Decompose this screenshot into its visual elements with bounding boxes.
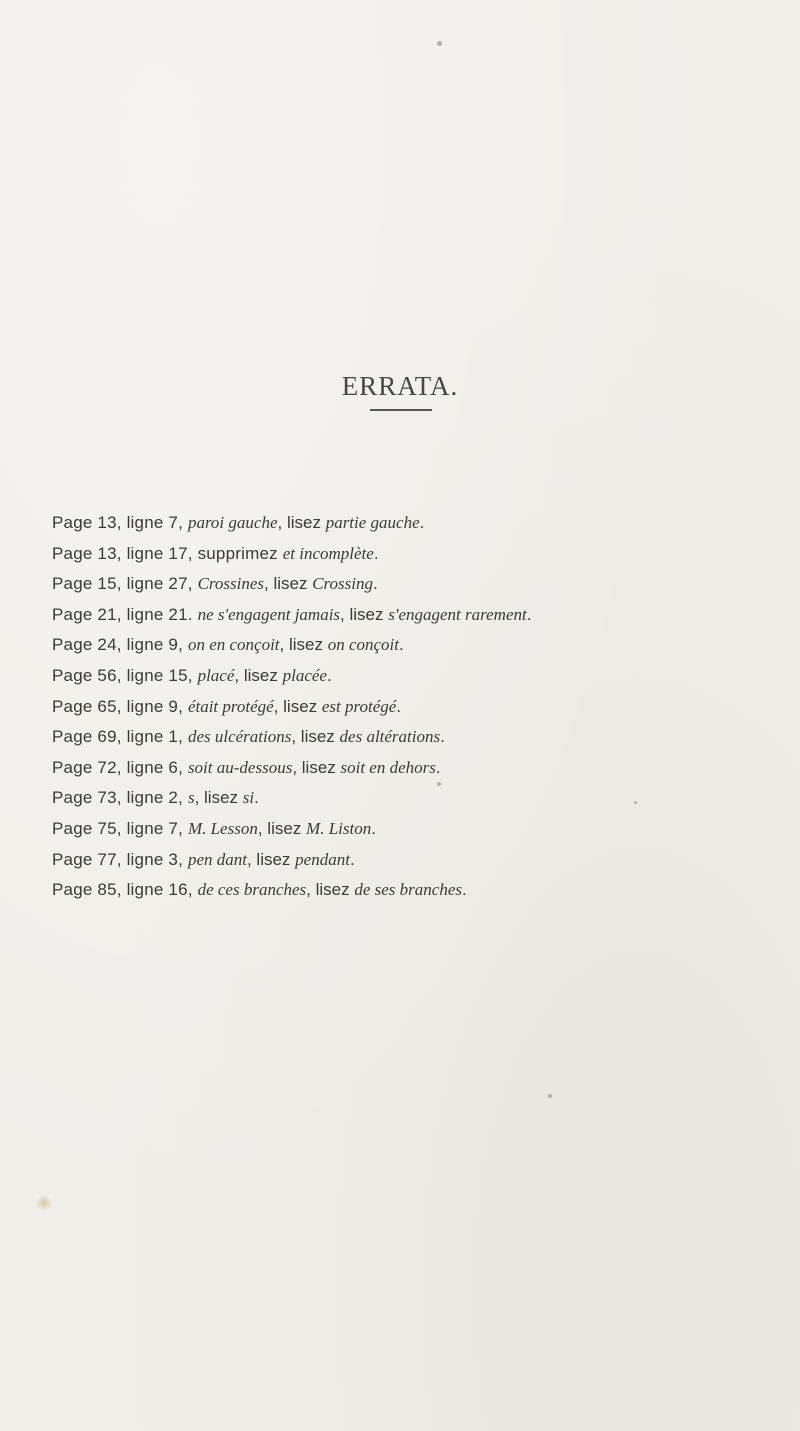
- errata-lisez: , lisez: [264, 574, 313, 594]
- errata-wrong-text: soit au-dessous: [187, 757, 293, 777]
- errata-correct-text: s'engagent rarement: [388, 604, 527, 624]
- errata-end-punctuation: .: [396, 696, 402, 716]
- errata-reference: Page 77, ligne 3,: [52, 849, 188, 869]
- errata-wrong-text: de ces branches: [197, 880, 307, 900]
- errata-correct-text: si: [242, 788, 255, 808]
- errata-end-punctuation: .: [373, 574, 378, 594]
- errata-wrong-text: des ulcérations: [187, 727, 292, 747]
- errata-wrong-text: M. Lesson: [187, 818, 258, 838]
- errata-reference: Page 21, ligne 21.: [52, 604, 198, 624]
- errata-entry: [52, 874, 792, 905]
- errata-end-punctuation: .: [399, 635, 404, 655]
- errata-entry: [52, 691, 792, 722]
- errata-lisez: , lisez: [292, 757, 341, 777]
- errata-entry: [52, 844, 792, 875]
- errata-wrong-text: pen dant: [187, 849, 247, 869]
- errata-wrong-text: ne s'engagent jamais: [197, 604, 341, 624]
- errata-lisez: , lisez: [246, 849, 296, 869]
- errata-wrong-text: paroi gauche: [187, 513, 278, 532]
- errata-reference: Page 69, ligne 1,: [52, 727, 188, 747]
- errata-end-punctuation: .: [326, 665, 332, 685]
- errata-end-punctuation: .: [349, 849, 355, 869]
- errata-end-punctuation: .: [419, 513, 425, 532]
- errata-reference: Page 75, ligne 7,: [52, 818, 188, 838]
- errata-reference: Page 72, ligne 6,: [52, 757, 188, 777]
- errata-end-punctuation: .: [435, 757, 441, 777]
- errata-lisez: , lisez: [340, 604, 389, 624]
- page-title: ERRATA.: [341, 371, 459, 401]
- errata-lisez: , lisez: [291, 727, 340, 747]
- errata-correct-text: on conçoit: [327, 635, 400, 655]
- errata-wrong-text: s: [187, 788, 195, 808]
- errata-entry: [52, 507, 792, 538]
- errata-lisez: , lisez: [279, 635, 328, 655]
- errata-lisez: , lisez: [257, 818, 307, 838]
- errata-lisez: , lisez: [306, 880, 355, 900]
- errata-lisez: , lisez: [194, 788, 243, 808]
- errata-lisez: , lisez: [234, 665, 283, 685]
- errata-reference: Page 56, ligne 15,: [52, 665, 198, 685]
- paper-stain: [36, 1195, 52, 1211]
- title-rule: [370, 409, 432, 411]
- errata-end-punctuation: .: [371, 818, 376, 838]
- errata-reference: Page 15, ligne 27,: [52, 574, 198, 594]
- errata-correct-text: et incomplète: [282, 543, 374, 563]
- errata-reference: Page 13, ligne 17, supprimez: [52, 543, 283, 563]
- errata-entry: [52, 721, 792, 752]
- errata-correct-text: de ses branches: [354, 880, 462, 900]
- errata-wrong-text: était protégé: [187, 696, 274, 716]
- errata-entry: [52, 629, 792, 660]
- errata-correct-text: placée: [282, 665, 327, 685]
- errata-correct-text: M. Liston: [306, 818, 372, 838]
- errata-list: [52, 507, 792, 905]
- errata-reference: Page 65, ligne 9,: [52, 696, 188, 716]
- errata-end-punctuation: .: [462, 880, 467, 900]
- errata-entry: [52, 660, 792, 691]
- errata-reference: Page 85, ligne 16,: [52, 880, 198, 900]
- errata-correct-text: est protégé: [321, 696, 397, 716]
- errata-wrong-text: on en conçoit: [187, 635, 280, 655]
- errata-end-punctuation: .: [526, 604, 532, 624]
- errata-end-punctuation: .: [254, 788, 259, 808]
- paper-speck: [437, 41, 442, 46]
- errata-entry: [52, 813, 792, 844]
- errata-lisez: , lisez: [273, 696, 322, 716]
- errata-entry: [52, 782, 792, 813]
- errata-correct-text: Crossing: [312, 574, 373, 594]
- errata-entry: [52, 568, 792, 599]
- errata-wrong-text: placé: [197, 665, 235, 685]
- errata-lisez: , lisez: [277, 513, 326, 532]
- errata-end-punctuation: .: [373, 543, 379, 563]
- errata-correct-text: des altérations: [339, 727, 441, 747]
- errata-correct-text: pendant: [295, 849, 350, 869]
- errata-entry: [52, 538, 792, 569]
- errata-wrong-text: Crossines: [197, 574, 265, 594]
- errata-reference: Page 73, ligne 2,: [52, 788, 188, 808]
- errata-reference: Page 13, ligne 7,: [52, 513, 188, 532]
- errata-entry: [52, 599, 792, 630]
- errata-reference: Page 24, ligne 9,: [52, 635, 188, 655]
- errata-end-punctuation: .: [440, 727, 445, 747]
- errata-correct-text: partie gauche: [325, 513, 420, 532]
- errata-entry: [52, 752, 792, 783]
- paper-speck: [548, 1094, 552, 1098]
- errata-correct-text: soit en dehors: [340, 757, 436, 777]
